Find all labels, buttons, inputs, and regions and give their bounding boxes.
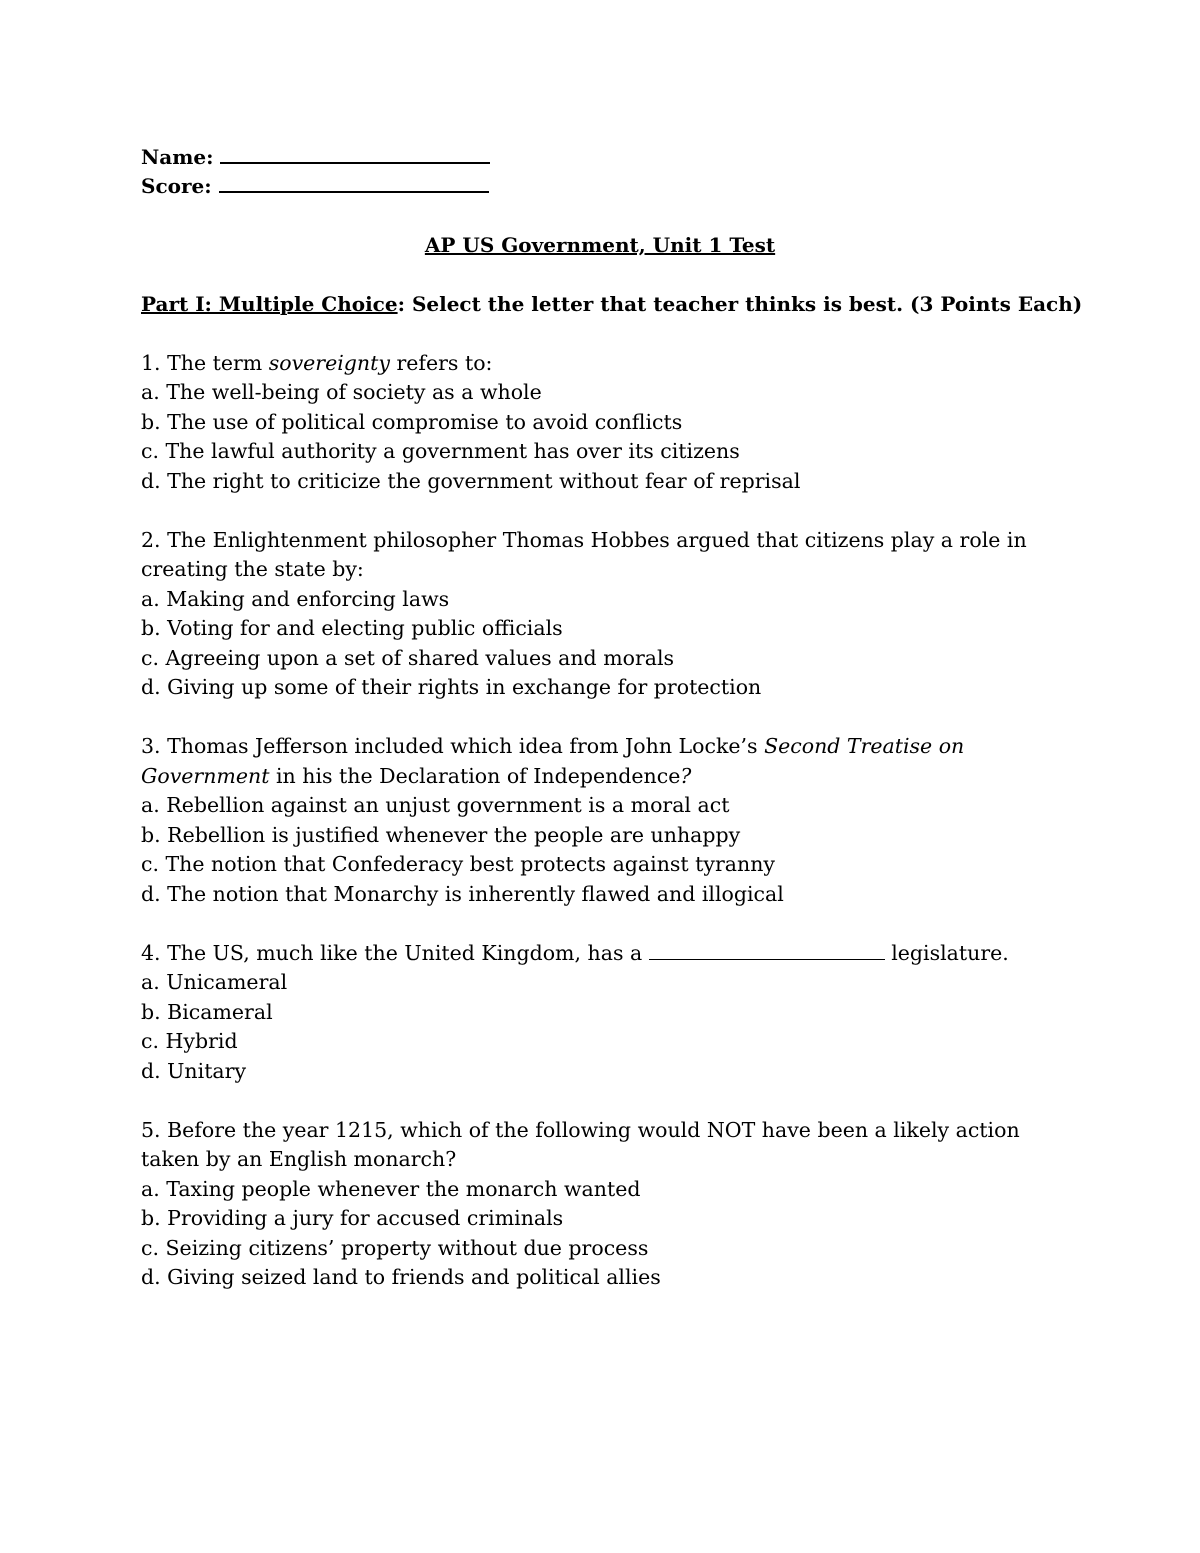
- question-1-prefix: 1. The term: [141, 350, 269, 375]
- part-heading: [141, 290, 1083, 319]
- question-4-suffix: legislature.: [884, 940, 1009, 965]
- question-2: [141, 526, 1071, 703]
- question-2-option-c: c. Agreeing upon a set of shared values and morals: [141, 645, 675, 670]
- question-1-italic: sovereignty: [268, 350, 390, 375]
- question-1-option-c: c. The lawful authority a government has over its citizens: [141, 439, 740, 463]
- part-label: Part I: Multiple Choice: [141, 292, 398, 316]
- question-3-suffix: in his the Declaration of Independence: [269, 763, 681, 788]
- question-1-option-a: a. The well-being of society as a whole: [141, 380, 542, 404]
- question-5-option-b: b. Providing a jury for accused criminals: [141, 1206, 564, 1230]
- score-label: Score:: [141, 174, 212, 198]
- question-2-option-a: a. Making and enforcing laws: [141, 586, 450, 611]
- question-1-suffix: refers to:: [389, 350, 493, 375]
- question-2-text: 2. The Enlightenment philosopher Thomas Hobbes argued that citizens play a role in creating the state by:: [141, 527, 1027, 581]
- part-instruction: : Select the letter that teacher thinks is best. (3 Points Each): [397, 292, 1083, 316]
- question-5-option-c: c. Seizing citizens’ property without due process: [141, 1235, 649, 1260]
- question-3-text: [141, 732, 1071, 791]
- score-blank: [219, 174, 489, 193]
- name-blank: [220, 145, 490, 164]
- question-1-text: [141, 349, 1071, 379]
- question-3-option-c: c. The notion that Confederacy best protects against tyranny: [141, 852, 776, 876]
- question-1-option-b: b. The use of political compromise to avoid conflicts: [141, 409, 683, 434]
- name-label: Name:: [141, 145, 214, 169]
- question-4-option-b: b. Bicameral: [141, 999, 273, 1024]
- question-4-option-a: a. Unicameral: [141, 970, 288, 994]
- question-4-prefix: 4. The US, much like the United Kingdom, has a: [141, 940, 649, 965]
- question-1: [141, 349, 1071, 497]
- question-3-option-a: a. Rebellion against an unjust government is a moral act: [141, 793, 730, 817]
- question-2-option-b: b. Voting for and electing public officials: [141, 616, 563, 640]
- question-3: [141, 732, 1071, 909]
- question-5-text: 5. Before the year 1215, which of the following would NOT have been a likely action taken by an English monarch?: [141, 1117, 1020, 1171]
- question-3-italic: Second Treatise on Government: [141, 734, 965, 788]
- question-3-option-d: d. The notion that Monarchy is inherently flawed and illogical: [141, 881, 784, 906]
- question-5-option-d: d. Giving seized land to friends and political allies: [141, 1265, 661, 1289]
- score-line: [141, 172, 1071, 201]
- test-title: AP US Government, Unit 1 Test: [424, 233, 776, 257]
- question-5-option-a: a. Taxing people whenever the monarch wanted: [141, 1176, 641, 1201]
- question-3-end-mark: ?: [680, 763, 692, 788]
- question-4: [141, 939, 1071, 1087]
- question-5: [141, 1116, 1071, 1293]
- question-2-option-d: d. Giving up some of their rights in exchange for protection: [141, 675, 762, 699]
- question-4-option-c: c. Hybrid: [141, 1029, 238, 1053]
- question-3-prefix: 3. Thomas Jefferson included which idea from John Locke’s: [141, 734, 765, 758]
- question-3-option-b: b. Rebellion is justified whenever the people are unhappy: [141, 822, 741, 847]
- question-4-text: [141, 939, 1071, 969]
- question-4-blank: [649, 943, 885, 960]
- question-4-option-d: d. Unitary: [141, 1058, 247, 1083]
- document-content: [141, 143, 1083, 1293]
- name-line: [141, 143, 1071, 172]
- question-1-option-d: d. The right to criticize the government without fear of reprisal: [141, 468, 801, 493]
